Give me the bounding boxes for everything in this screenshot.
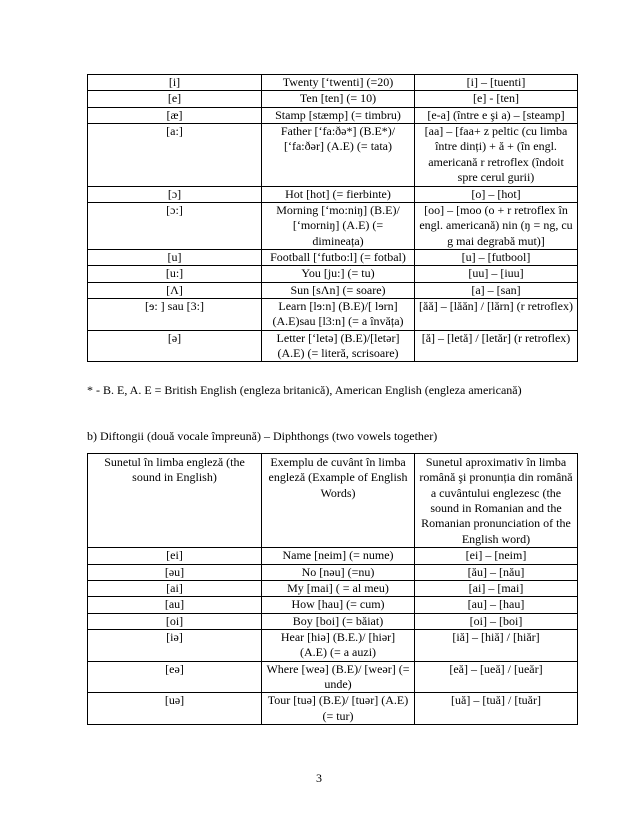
- table-row: [88, 282, 578, 298]
- table-cell: [iə]: [88, 629, 262, 661]
- table-cell: Ten [ten] (= 10): [262, 91, 415, 107]
- table-row: [88, 629, 578, 661]
- table-row: [88, 299, 578, 331]
- table-cell: [oi]: [88, 613, 262, 629]
- table-cell: [u]: [88, 249, 262, 265]
- table-cell: Father [‘fa:ðə*] (B.E*)/ [‘fa:ðər] (A.E) (= tata): [262, 124, 415, 186]
- table-cell: [e]: [88, 91, 262, 107]
- table-cell: [uă] – [tuă] / [tuăr]: [415, 693, 578, 725]
- table-cell: [oo] – [moo (o + r retroflex în engl. americană) nin (ŋ = ng, cu g mai degrabă mut)]: [415, 202, 578, 249]
- table-cell: Morning [‘mo:niŋ] (B.E)/ [‘morniŋ] (A.E) (= dimineața): [262, 202, 415, 249]
- table-row: [88, 249, 578, 265]
- table-cell: [aa] – [faa+ z peltic (cu limba între dinți) + ă + (în engl. americană r retroflex (îndoit spre cerul gurii): [415, 124, 578, 186]
- table-row: [88, 597, 578, 613]
- table-cell: [uə]: [88, 693, 262, 725]
- table-cell: Tour [tuə] (B.E)/ [tuər] (A.E) (= tur): [262, 693, 415, 725]
- table-cell: [ei] – [neim]: [415, 548, 578, 564]
- table-cell: [u:]: [88, 266, 262, 282]
- table-cell: [Λ]: [88, 282, 262, 298]
- table-row: [88, 564, 578, 580]
- table-row: [88, 661, 578, 693]
- table-cell: [ə]: [88, 330, 262, 362]
- table-cell: [ɘ: ] sau [3:]: [88, 299, 262, 331]
- table-cell: [i]: [88, 75, 262, 91]
- table-row: [88, 693, 578, 725]
- table-cell: Boy [boi] (= băiat): [262, 613, 415, 629]
- table-cell: [uu] – [iuu]: [415, 266, 578, 282]
- table-cell: Sun [sΛn] (= soare): [262, 282, 415, 298]
- table-cell: Football [‘futbo:l] (= fotbal): [262, 249, 415, 265]
- table-cell: Letter [‘letə] (B.E)/[letər] (A.E) (= literă, scrisoare): [262, 330, 415, 362]
- footnote: * - B. E, A. E = British English (engleza britanică), American English (engleza americană): [87, 383, 522, 397]
- table-row: [88, 75, 578, 91]
- table-row: [88, 91, 578, 107]
- table-row: [88, 266, 578, 282]
- table-row: [88, 330, 578, 362]
- diphthongs-table: [87, 453, 578, 725]
- table-cell: [o] – [hot]: [415, 186, 578, 202]
- table-cell: [e-a] (între e şi a) – [steamp]: [415, 107, 578, 123]
- table-cell: [ai] – [mai]: [415, 580, 578, 596]
- table-cell: [ɔ]: [88, 186, 262, 202]
- table-row: [88, 580, 578, 596]
- column-header: Sunetul în limba engleză (the sound in English): [88, 454, 262, 548]
- vowels-table: [87, 74, 578, 362]
- table-cell: [i] – [tuenti]: [415, 75, 578, 91]
- table-cell: [eă] – [ueă] / [ueăr]: [415, 661, 578, 693]
- table-cell: [ei]: [88, 548, 262, 564]
- table-cell: [a:]: [88, 124, 262, 186]
- table-row: [88, 613, 578, 629]
- table-row: [88, 548, 578, 564]
- table-cell: [ău] – [nău]: [415, 564, 578, 580]
- column-header: Sunetul aproximativ în limba română şi pronunția din română a cuvântului englezesc (the sound in Romanian and the Romanian pronunciation of the English word): [415, 454, 578, 548]
- table-row: [88, 124, 578, 186]
- table-cell: No [nəu] (=nu): [262, 564, 415, 580]
- table-cell: [a] – [san]: [415, 282, 578, 298]
- table-cell: Hot [hot] (= fierbinte): [262, 186, 415, 202]
- table-cell: [ăă] – [lăăn] / [lărn] (r retroflex): [415, 299, 578, 331]
- table-row: [88, 107, 578, 123]
- table-cell: Learn [lɘ:n] (B.E)/[ lɘrn](A.E)sau [l3:n] (= a învăța): [262, 299, 415, 331]
- table-row: [88, 186, 578, 202]
- table-cell: Where [weə] (B.E)/ [weər] (= unde): [262, 661, 415, 693]
- table-cell: Twenty [‘twenti] (=20): [262, 75, 415, 91]
- table-cell: My [mai] ( = al meu): [262, 580, 415, 596]
- table-cell: [əu]: [88, 564, 262, 580]
- table-cell: Hear [hiə] (B.E.)/ [hiər] (A.E) (= a auzi): [262, 629, 415, 661]
- table-cell: [ɔ:]: [88, 202, 262, 249]
- table-cell: Stamp [stæmp] (= timbru): [262, 107, 415, 123]
- table-cell: [æ]: [88, 107, 262, 123]
- table-cell: How [hau] (= cum): [262, 597, 415, 613]
- table-cell: Name [neim] (= nume): [262, 548, 415, 564]
- section-title: b) Diftongii (două vocale împreună) – Diphthongs (two vowels together): [87, 429, 438, 443]
- table-cell: [u] – [futbool]: [415, 249, 578, 265]
- table-cell: [au] – [hau]: [415, 597, 578, 613]
- table-row: [88, 202, 578, 249]
- table-cell: [e] - [ten]: [415, 91, 578, 107]
- table-header-row: [88, 454, 578, 548]
- table-cell: [ă] – [letă] / [letăr] (r retroflex): [415, 330, 578, 362]
- table-cell: [oi] – [boi]: [415, 613, 578, 629]
- table-cell: [ai]: [88, 580, 262, 596]
- page-number: 3: [316, 771, 322, 785]
- table-cell: You [ju:] (= tu): [262, 266, 415, 282]
- table-cell: [eə]: [88, 661, 262, 693]
- table-cell: [au]: [88, 597, 262, 613]
- column-header: Exemplu de cuvânt în limba engleză (Example of English Words): [262, 454, 415, 548]
- table-cell: [iă] – [hiă] / [hiăr]: [415, 629, 578, 661]
